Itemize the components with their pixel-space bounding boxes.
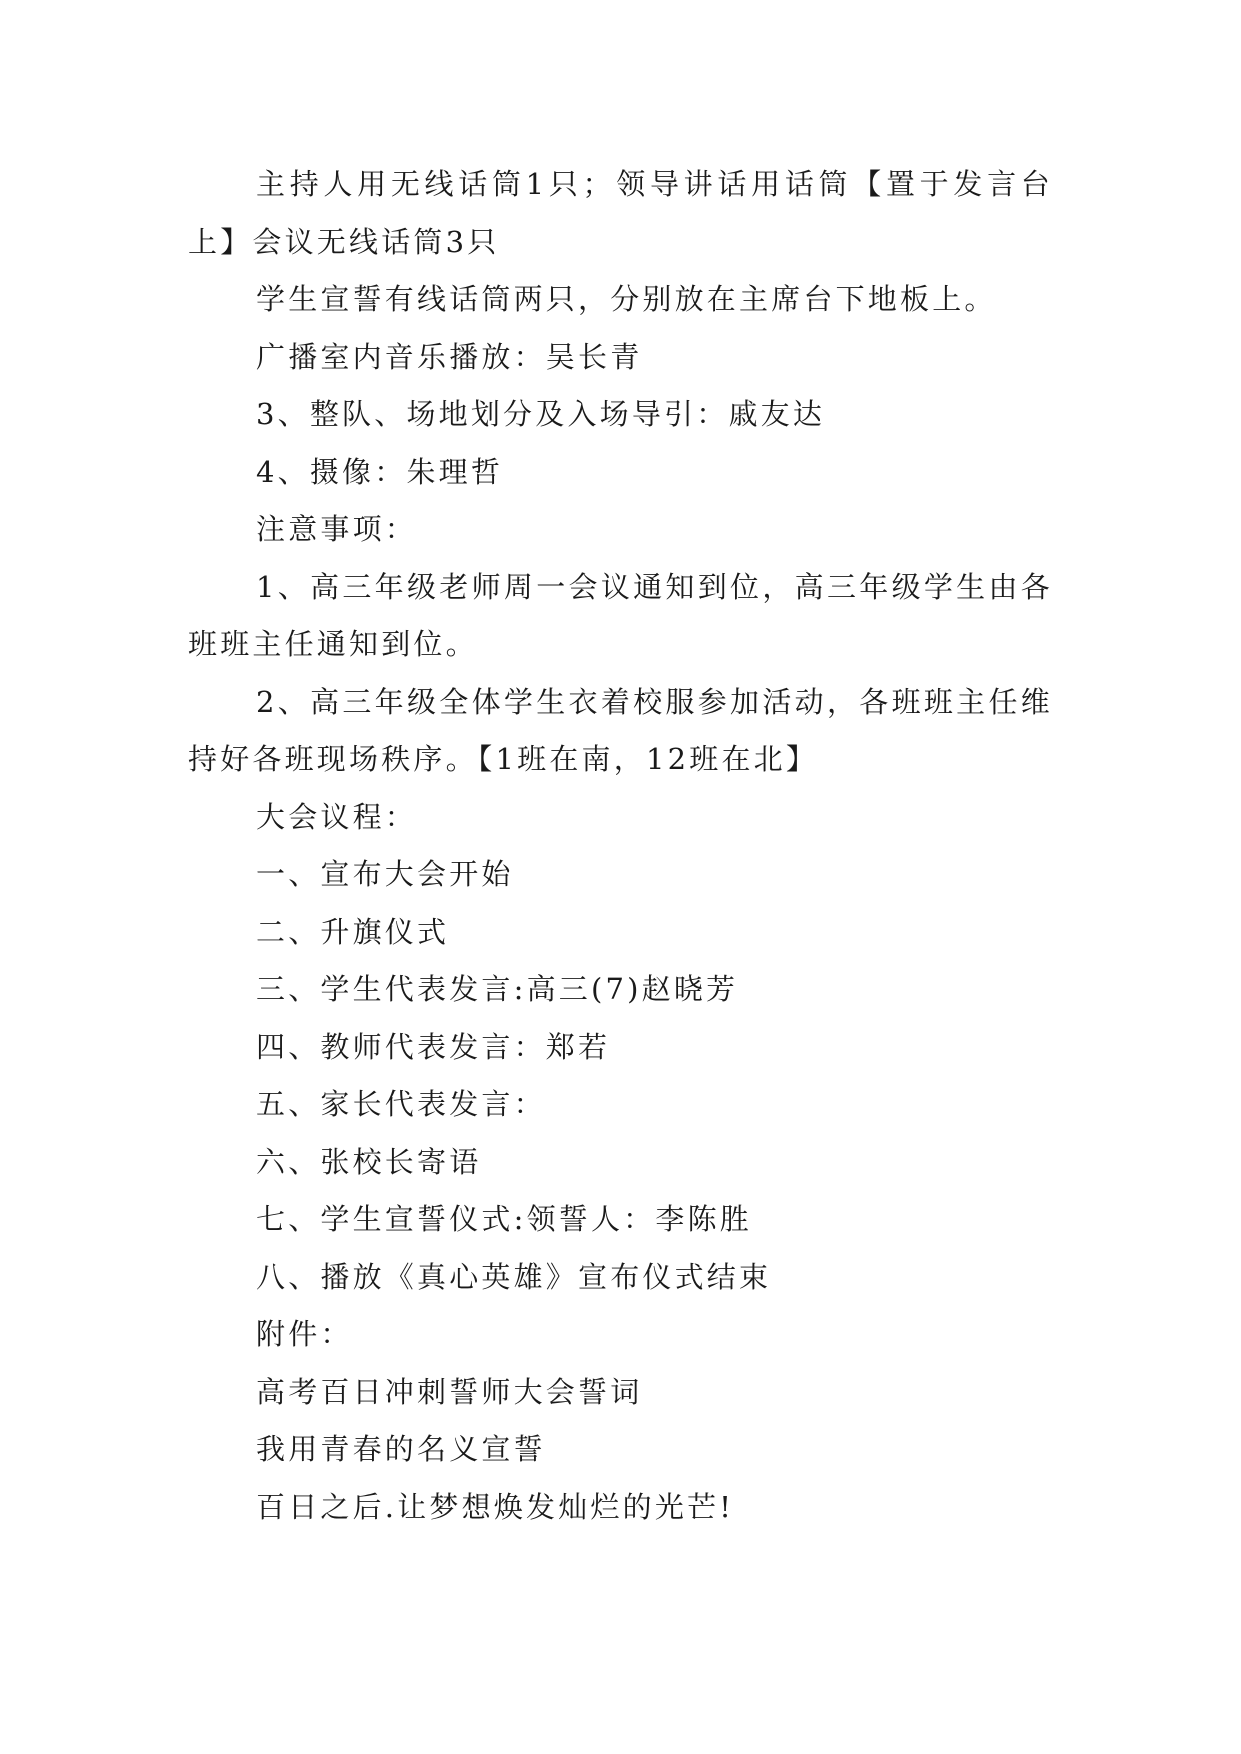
agenda-item-1: 一、宣布大会开始 [256,857,514,891]
oath-line-1: 我用青春的名义宣誓 [256,1432,546,1466]
oath-title: 高考百日冲刺誓师大会誓词 [256,1374,643,1409]
paragraph-microphones: 主持人用无线话筒1只；领导讲话用话筒【置于发言台上】会议无线话筒3只 [188,167,1053,259]
heading-attachment: 附件： [256,1317,353,1351]
document-body [188,156,1053,1536]
paragraph-lineup: 3、整队、场地划分及入场导引：戚友达 [256,397,826,431]
paragraph-music: 广播室内音乐播放：吴长青 [256,339,643,374]
agenda-item-5: 五、家长代表发言： [256,1087,546,1121]
agenda-item-3: 三、学生代表发言:高三(7)赵晓芳 [256,972,739,1006]
heading-notes: 注意事项： [256,512,418,546]
paragraph-note-2: 2、高三年级全体学生衣着校服参加活动，各班班主任维持好各班现场秩序。【1班在南，12班在北】 [188,684,1053,776]
paragraph-note-1: 1、高三年级老师周一会议通知到位，高三年级学生由各班班主任通知到位。 [188,569,1053,661]
agenda-item-7: 七、学生宣誓仪式:领誓人：李陈胜 [256,1202,752,1236]
oath-line-2: 百日之后.让梦想焕发灿烂的光芒! [256,1489,735,1524]
paragraph-camera: 4、摄像：朱理哲 [256,454,504,489]
agenda-item-2: 二、升旗仪式 [256,914,450,949]
agenda-item-6: 六、张校长寄语 [256,1144,482,1179]
agenda-item-8: 八、播放《真心英雄》宣布仪式结束 [256,1259,772,1294]
heading-agenda: 大会议程： [256,799,418,834]
agenda-item-4: 四、教师代表发言：郑若 [256,1029,611,1064]
paragraph-student-oath-mics: 学生宣誓有线话筒两只，分别放在主席台下地板上。 [256,282,997,316]
